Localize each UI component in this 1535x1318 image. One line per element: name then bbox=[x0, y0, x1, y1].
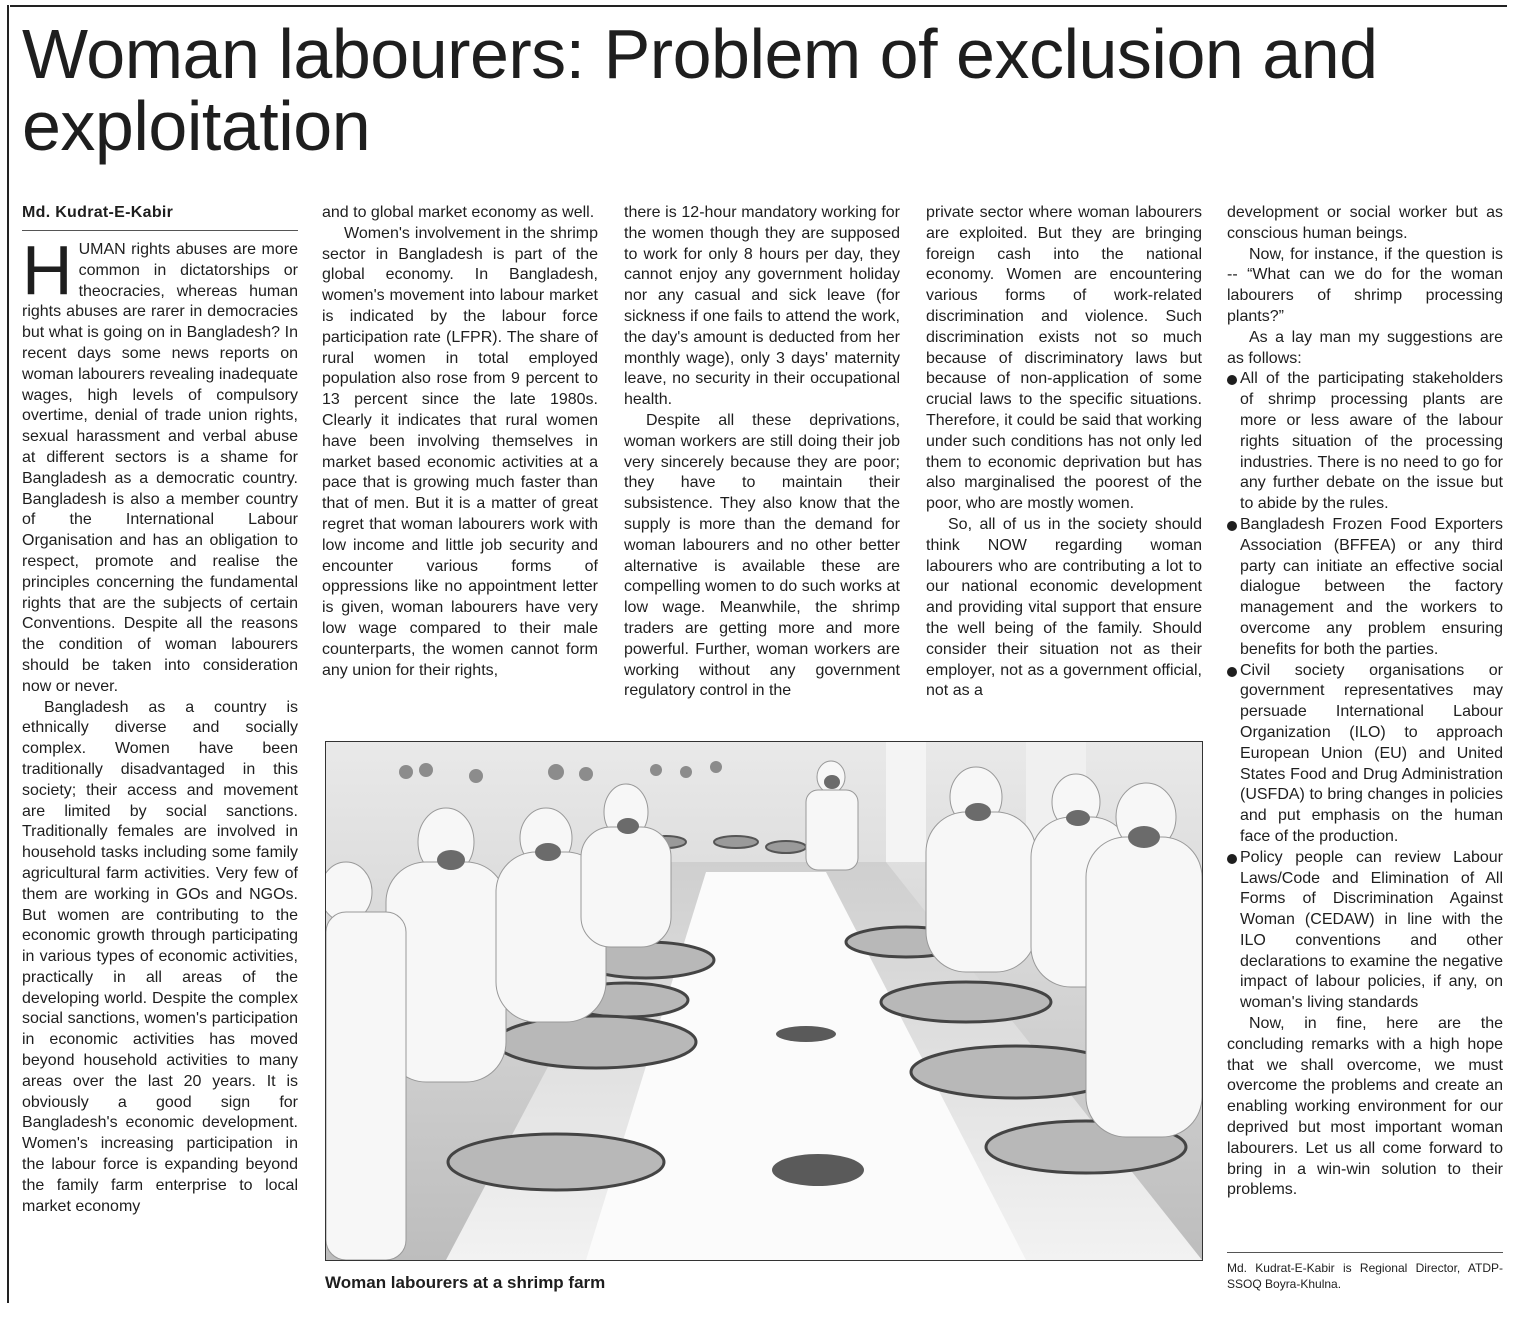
article-column-4 bbox=[926, 203, 1202, 723]
list-item-text: Policy people can review Labour Laws/Code and Elimination of All Forms of Discrimination Against Woman (CEDAW) in line with the ILO conventions and other declarations to examine the negative impact of labour policies, if any, on woman's living standards bbox=[1240, 848, 1503, 1012]
shrimp-farm-photo-illustration bbox=[326, 742, 1202, 1260]
paragraph: private sector where woman labourers are exploited. But they are bringing foreign cash into the national economy. Women are encountering various forms of work-related discrimination and violence. Such discrimination exists not so much because of discriminatory laws but because of non-application of some crucial laws to the specific situations. Therefore, it could be said that working under such conditions has not only led them to economic deprivation but has also marginalised the poorest of the poor, who are mostly women. bbox=[926, 204, 1202, 513]
top-border-rule bbox=[10, 5, 1507, 7]
photo-caption: Woman labourers at a shrimp farm bbox=[325, 1273, 606, 1292]
list-item bbox=[1227, 515, 1503, 661]
article-column-5 bbox=[1227, 203, 1503, 1253]
paragraph: Despite all these deprivations, woman workers are still doing their job very sincerely because they are poor; they have to maintain their subsistence. They also know that the supply is more than the demand for woman labourers and no other better alternative is available these are compelling women to do such works at low wage. Meanwhile, the shrimp traders are getting more and more powerful. Further, woman workers are working without any government regulatory control in the bbox=[624, 411, 900, 700]
list-item bbox=[1227, 848, 1503, 1014]
article-photo bbox=[325, 741, 1203, 1261]
list-item bbox=[1227, 369, 1503, 515]
article-column-2 bbox=[322, 203, 598, 723]
paragraph: development or social worker but as conscious human beings. bbox=[1227, 204, 1503, 242]
drop-cap: H bbox=[22, 231, 73, 309]
left-border-rule bbox=[7, 5, 9, 1303]
suggestion-list bbox=[1227, 369, 1503, 1014]
paragraph: Women's involvement in the shrimp sector in Bangladesh is part of the global economy. In Bangladesh, women's movement into labour market is indicated by the labour force participation rate (LFPR). The share of rural women in total employed population also rose from 9 percent to 13 percent since the late 1980s. Clearly it indicates that rural women have been involving themselves in market based economic activities at a pace that is growing much faster than that of men. But it is a matter of great regret that woman labourers work with low income and little job security and encounter various forms of oppressions like no appointment letter is given, woman labourers have very low wage compared to their male counterparts, the women cannot form any union for their rights, bbox=[322, 224, 598, 679]
headline: Woman labourers: Problem of exclusion and exploitation bbox=[22, 15, 1378, 165]
paragraph: and to global market economy as well. bbox=[322, 204, 595, 221]
list-item-text: Bangladesh Frozen Food Exporters Association (BFFEA) or any third party can initiate an effective social dialogue between the factory management and the workers to overcome any problem ensuring benefits for both the parties. bbox=[1240, 515, 1503, 658]
list-item-text: Civil society organisations or government representatives may persuade International Labour Organization (ILO) to approach European Union (EU) and United States Food and Drug Administration (USFDA) to bring changes in policies and put emphasis on the human face of the production. bbox=[1240, 661, 1503, 845]
author-bio: Md. Kudrat-E-Kabir is Regional Director, ATDP-SSOQ Boyra-Khulna. bbox=[1227, 1261, 1503, 1291]
bullet-icon bbox=[1227, 521, 1237, 531]
bullet-icon bbox=[1227, 667, 1237, 677]
author-bio-rule bbox=[1227, 1252, 1503, 1253]
bullet-icon bbox=[1227, 375, 1237, 385]
paragraph: So, all of us in the society should think NOW regarding woman labourers who are contributing a lot to our national economic development and providing vital support that ensure the well being of the family. Should consider their situation not as their employer, not as a government official, not as a bbox=[926, 515, 1202, 700]
paragraph: Now, in fine, here are the concluding remarks with a high hope that we shall overcome, we must overcome the problems and create an enabling working environment for our deprived but most important woman labourers. Let us all come forward to bring in a win-win solution to their problems. bbox=[1227, 1015, 1503, 1199]
paragraph: Now, for instance, if the question is -- “What can we do for the woman labourers of shrimp processing plants?” bbox=[1227, 245, 1503, 325]
paragraph-text: UMAN rights abuses are more common in dictatorships or theocracies, whereas human rights abuses are rarer in democracies but what is going on in Bangladesh? In recent days some news reports on woman labourers revealing inadequate wages, high levels of compulsory overtime, denial of trade union rights, sexual harassment and verbal abuse at different sectors is a shame for Bangladesh as a democratic country. Bangladesh is also a member country of the International Labour Organisation and has an obligation to respect, promote and realise the principles concerning the fundamental rights that are the subjects of certain Conventions. Despite all the reasons the condition of woman labourers should be taken into consideration now or never. bbox=[22, 241, 298, 695]
bullet-icon bbox=[1227, 854, 1237, 864]
paragraph: there is 12-hour mandatory working for the women though they are supposed to work for only 8 hours per day, they cannot enjoy any government holiday nor any casual and sick leave (for sickness if one fails to attend the work, the day's amount is deducted from her monthly wage), only 3 days' maternity leave, no security in their occupational health. bbox=[624, 204, 900, 409]
article-column-3 bbox=[624, 203, 900, 723]
article-column-1 bbox=[22, 231, 298, 1290]
list-item-text: All of the participating stakeholders of shrimp processing plants are more or less aware of the labour rights situation of the processing industries. There is no need to go for any further debate on the issue but to abide by the rules. bbox=[1240, 370, 1503, 513]
paragraph bbox=[22, 231, 298, 698]
paragraph: Bangladesh as a country is ethnically diverse and socially complex. Women have been traditionally disadvantaged in this society; their access and movement are limited by social sanctions. Traditionally females are involved in household tasks including some family agricultural farm activities. Very few of them are working in GOs and NGOs. But women are contributing to the economic growth through participating in various types of economic activities, practically in all areas of the developing world. Despite the complex social sanctions, women's participation in economic activities has moved beyond household activities to many areas over the last 20 years. It is obviously a good sign for Bangladesh's economic development. Women's increasing participation in the labour force is expanding beyond the family farm enterprise to local market economy bbox=[22, 698, 298, 1215]
byline: Md. Kudrat-E-Kabir bbox=[22, 204, 174, 221]
list-item bbox=[1227, 661, 1503, 848]
paragraph: As a lay man my suggestions are as follows: bbox=[1227, 328, 1503, 367]
